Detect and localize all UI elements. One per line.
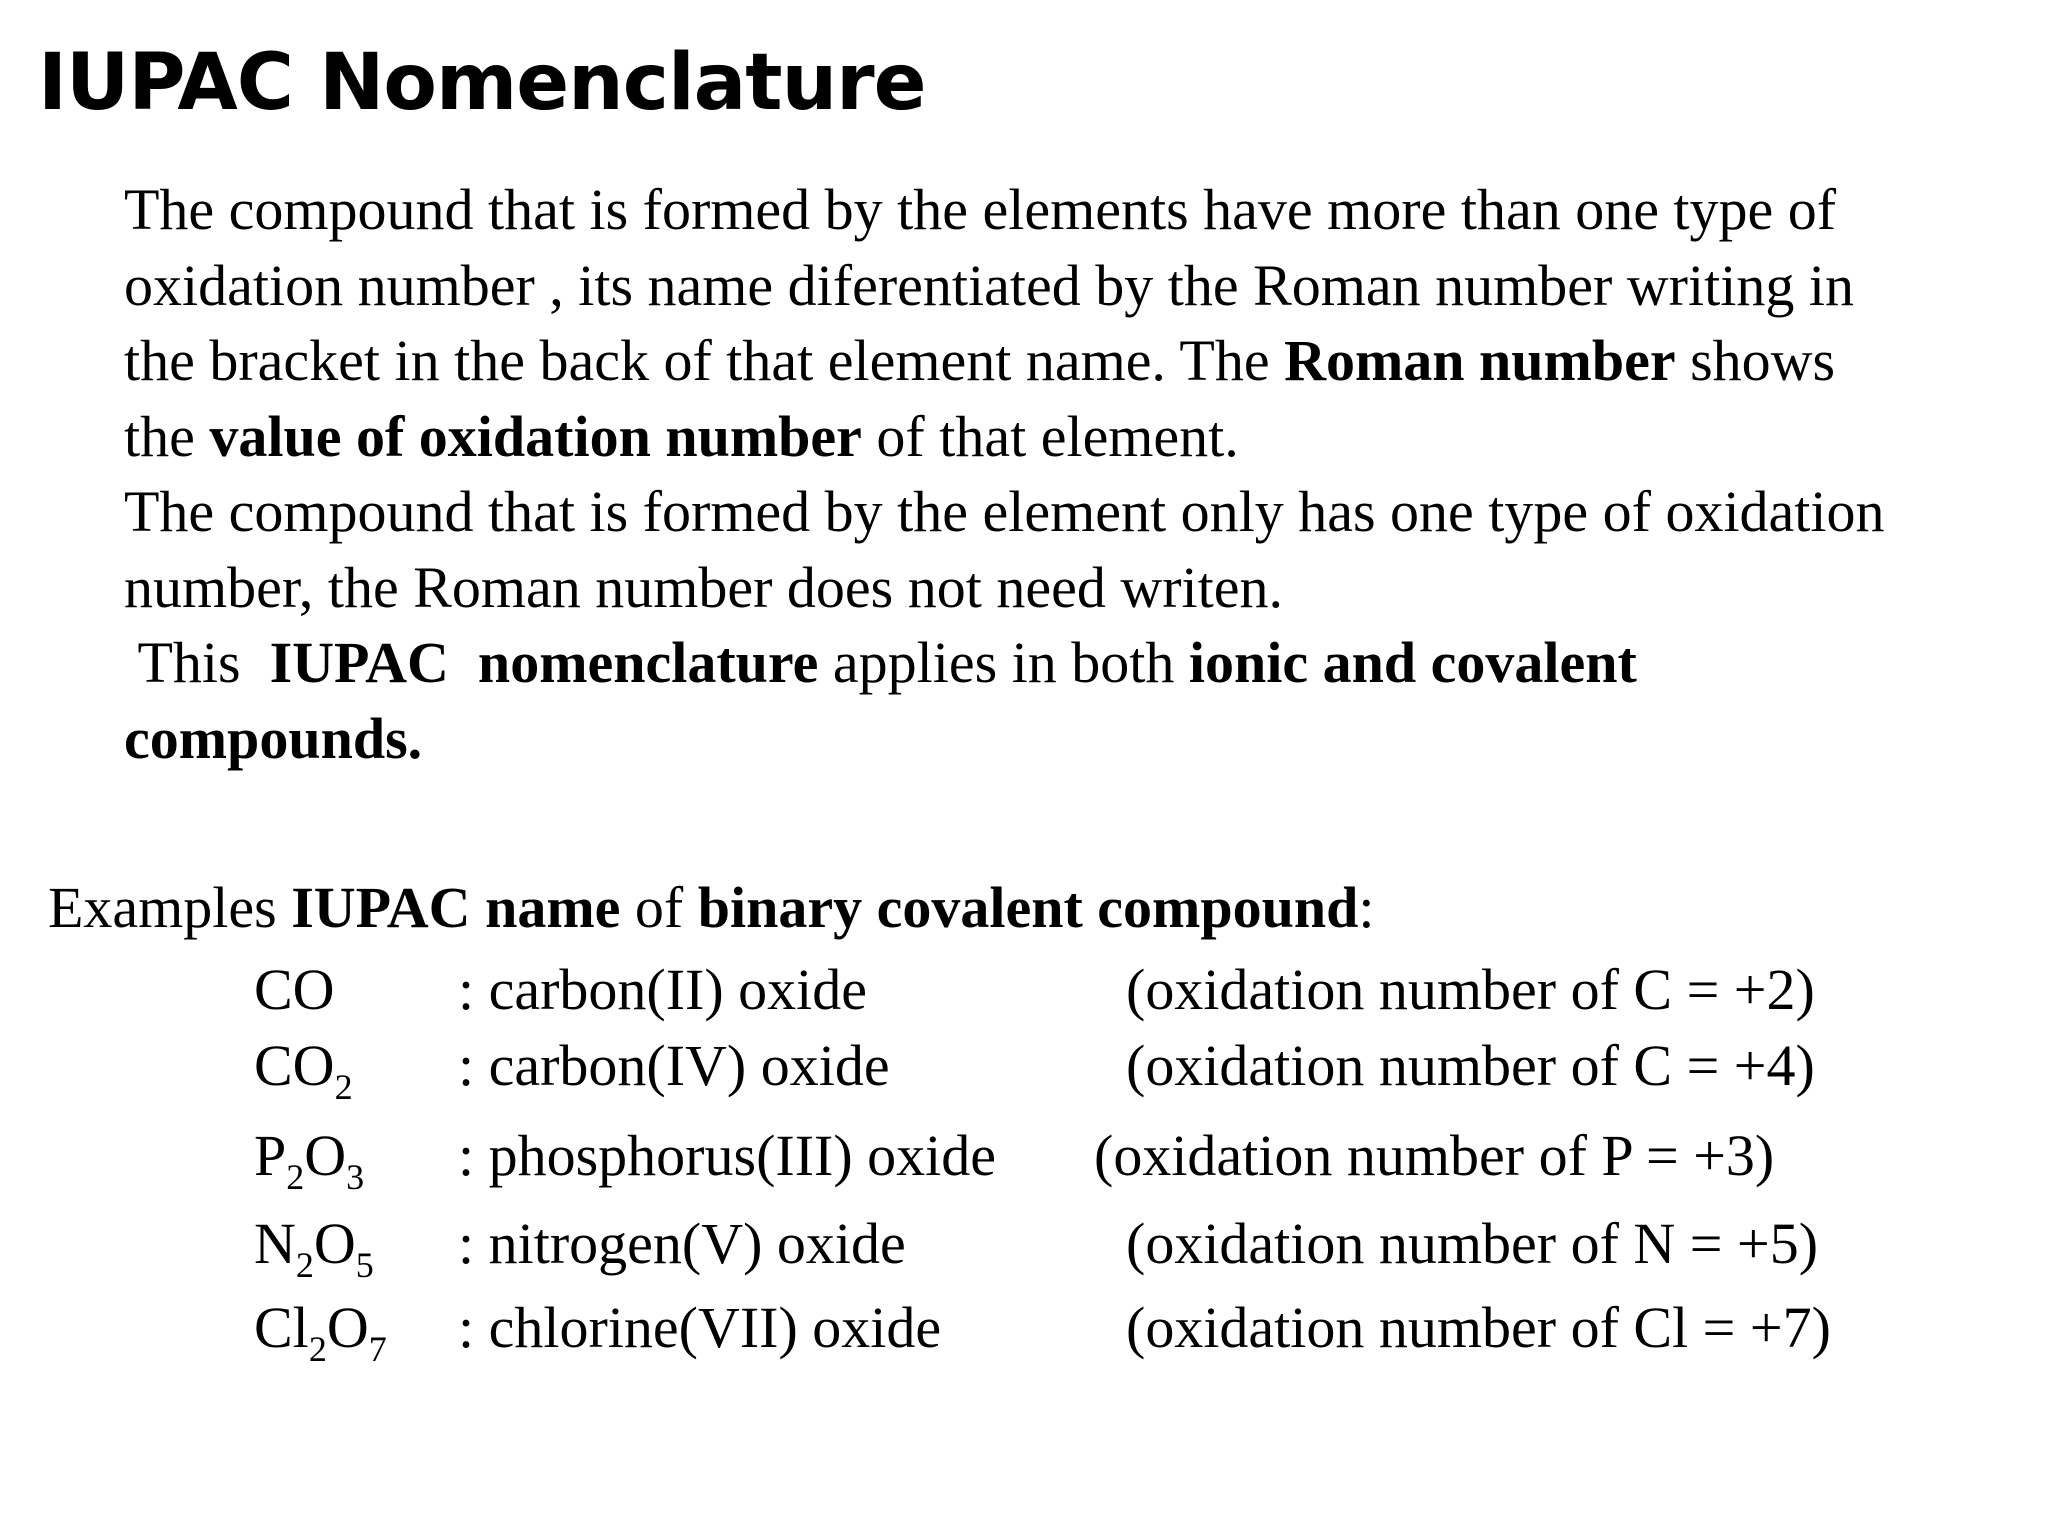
- oxidation-note: (oxidation number of N = +5): [1126, 1211, 1819, 1276]
- compound-name: : nitrogen(V) oxide: [458, 1211, 906, 1276]
- oxidation-note: (oxidation number of C = +4): [1126, 1033, 1815, 1098]
- formula-subscript: 2: [308, 1329, 327, 1369]
- compound-name: : chlorine(VII) oxide: [458, 1295, 942, 1360]
- chemical-formula: [254, 1116, 364, 1196]
- paragraph1-line1: The compound that is formed by the elements have more than one type of: [124, 177, 1837, 242]
- paragraph3-line2: [124, 701, 2044, 777]
- paragraph1-line4: [124, 399, 2044, 475]
- bold-term-compounds: compounds.: [124, 705, 423, 771]
- chemical-formula: [254, 1204, 374, 1284]
- text-span: shows: [1675, 328, 1836, 393]
- compound-name: : carbon(II) oxide: [458, 957, 868, 1022]
- text-span: :: [1358, 875, 1375, 940]
- chemical-formula: [254, 1026, 353, 1106]
- paragraph3-line1: [124, 625, 2044, 701]
- explanation-text: [124, 172, 2044, 776]
- paragraph1-line2: oxidation number , its name diferentiated by the Roman number writing in: [124, 252, 1854, 318]
- compound-name: : carbon(IV) oxide: [458, 1033, 890, 1098]
- formula-symbol: Cl: [254, 1295, 309, 1360]
- paragraph2-line2: number, the Roman number does not need writen.: [124, 554, 1284, 620]
- examples-heading: [48, 870, 1374, 945]
- text-span: the: [124, 403, 210, 469]
- bold-term-oxidation-value: value of oxidation number: [209, 403, 862, 469]
- formula-symbol: P: [254, 1123, 287, 1188]
- formula-symbol: CO: [254, 957, 335, 1022]
- bold-term-roman-number: Roman number: [1284, 328, 1676, 393]
- formula-subscript: 3: [346, 1157, 365, 1197]
- oxidation-note: (oxidation number of P = +3): [1094, 1123, 1775, 1188]
- formula-subscript: 2: [334, 1067, 353, 1107]
- formula-subscript: 2: [295, 1245, 314, 1285]
- bold-term-ionic-covalent: ionic and covalent: [1188, 630, 1637, 695]
- bold-term-iupac-name: IUPAC name: [291, 875, 621, 940]
- formula-subscript: 2: [286, 1157, 305, 1197]
- text-span: of that element.: [861, 403, 1239, 469]
- paragraph1-line3: [124, 323, 2044, 399]
- oxidation-note: (oxidation number of Cl = +7): [1126, 1295, 1831, 1360]
- bold-term-iupac-nomenclature: IUPAC nomenclature: [269, 630, 819, 695]
- formula-symbol: CO: [254, 1033, 335, 1098]
- formula-symbol: N: [254, 1211, 296, 1276]
- paragraph2-line1: The compound that is formed by the element only has one type of oxidation: [124, 479, 1885, 544]
- formula-subscript: 5: [355, 1245, 374, 1285]
- formula-symbol: O: [326, 1295, 369, 1360]
- text-span: Examples: [48, 875, 292, 940]
- formula-symbol: O: [304, 1123, 347, 1188]
- compound-name: : phosphorus(III) oxide: [458, 1123, 997, 1188]
- chemical-formula: [254, 950, 335, 1030]
- formula-symbol: O: [313, 1211, 356, 1276]
- text-span: the bracket in the back of that element name. The: [124, 328, 1285, 393]
- oxidation-note: (oxidation number of C = +2): [1126, 957, 1815, 1022]
- page-title: IUPAC Nomenclature: [38, 38, 926, 128]
- text-span: applies in both: [818, 630, 1189, 695]
- formula-subscript: 7: [368, 1329, 387, 1369]
- bold-term-binary-covalent: binary covalent compound: [697, 875, 1359, 940]
- text-span: This: [124, 630, 270, 695]
- text-span: of: [620, 875, 698, 940]
- chemical-formula: [254, 1288, 387, 1368]
